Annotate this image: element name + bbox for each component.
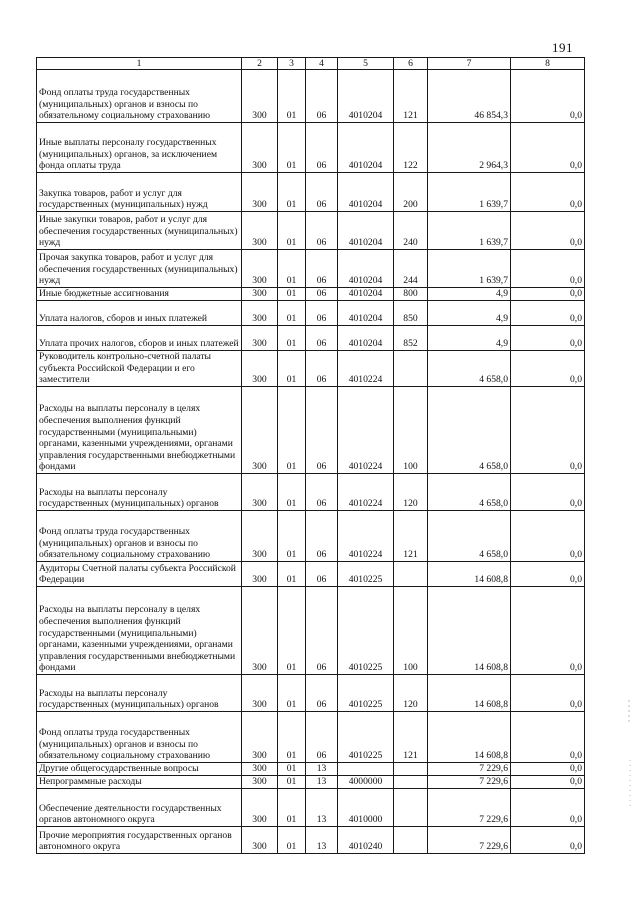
header-col-5: 5 bbox=[338, 58, 394, 70]
col-5-value: 4010224 bbox=[338, 474, 394, 511]
col-4-value: 06 bbox=[306, 474, 338, 511]
table-row bbox=[37, 301, 585, 326]
row-name: Уплата налогов, сборов и иных платежей bbox=[37, 301, 242, 326]
table-row bbox=[37, 173, 585, 212]
col-5-value bbox=[338, 763, 394, 776]
col-8-value: 0,0 bbox=[511, 351, 585, 387]
col-5-value: 4010204 bbox=[338, 288, 394, 301]
row-name: Расходы на выплаты персоналу государственных (муниципальных) органов bbox=[37, 474, 242, 511]
col-7-value: 7 229,6 bbox=[428, 776, 511, 789]
col-5-value: 4010204 bbox=[338, 123, 394, 173]
col-6-value: 800 bbox=[394, 288, 428, 301]
col-6-value bbox=[394, 776, 428, 789]
col-4-value: 06 bbox=[306, 562, 338, 587]
col-3-value: 01 bbox=[278, 288, 306, 301]
col-4-value: 06 bbox=[306, 587, 338, 675]
row-name: Фонд оплаты труда государственных (муниципальных) органов и взносы по обязательному социальному страхованию bbox=[37, 511, 242, 562]
col-2-value: 300 bbox=[242, 675, 278, 712]
col-7-value: 7 229,6 bbox=[428, 827, 511, 854]
table-row bbox=[37, 212, 585, 250]
row-name: Аудиторы Счетной палаты субъекта Российской Федерации bbox=[37, 562, 242, 587]
table-body bbox=[37, 70, 585, 854]
row-name: Уплата прочих налогов, сборов и иных платежей bbox=[37, 326, 242, 351]
col-4-value: 06 bbox=[306, 511, 338, 562]
col-8-value: 0,0 bbox=[511, 789, 585, 827]
col-7-value: 7 229,6 bbox=[428, 763, 511, 776]
table-row bbox=[37, 351, 585, 387]
col-3-value: 01 bbox=[278, 387, 306, 474]
col-2-value: 300 bbox=[242, 587, 278, 675]
header-row bbox=[37, 58, 585, 70]
col-3-value: 01 bbox=[278, 712, 306, 763]
table-row bbox=[37, 70, 585, 123]
col-8-value: 0,0 bbox=[511, 763, 585, 776]
row-name: Иные закупки товаров, работ и услуг для обеспечения государственных (муниципальных) нужд bbox=[37, 212, 242, 250]
col-4-value: 06 bbox=[306, 212, 338, 250]
table-row bbox=[37, 776, 585, 789]
page-number: 191 bbox=[552, 40, 573, 55]
col-4-value: 13 bbox=[306, 789, 338, 827]
header-col-7: 7 bbox=[428, 58, 511, 70]
col-3-value: 01 bbox=[278, 173, 306, 212]
col-3-value: 01 bbox=[278, 763, 306, 776]
col-7-value: 4,9 bbox=[428, 301, 511, 326]
row-name: Расходы на выплаты персоналу в целях обеспечения выполнения функций государственными (муниципальными) органами, казенными учреждениями, органами управления государственными внебюджетными фондами bbox=[37, 387, 242, 474]
col-2-value: 300 bbox=[242, 712, 278, 763]
header-col-4: 4 bbox=[306, 58, 338, 70]
col-6-value: 120 bbox=[394, 675, 428, 712]
row-name: Прочая закупка товаров, работ и услуг для обеспечения государственных (муниципальных) нужд bbox=[37, 250, 242, 288]
col-8-value: 0,0 bbox=[511, 474, 585, 511]
col-3-value: 01 bbox=[278, 212, 306, 250]
col-8-value: 0,0 bbox=[511, 173, 585, 212]
col-7-value: 4 658,0 bbox=[428, 474, 511, 511]
col-7-value: 4 658,0 bbox=[428, 387, 511, 474]
col-3-value: 01 bbox=[278, 250, 306, 288]
col-2-value: 300 bbox=[242, 326, 278, 351]
col-8-value: 0,0 bbox=[511, 301, 585, 326]
col-8-value: 0,0 bbox=[511, 212, 585, 250]
col-7-value: 14 608,8 bbox=[428, 562, 511, 587]
col-2-value: 300 bbox=[242, 511, 278, 562]
col-5-value: 4010225 bbox=[338, 712, 394, 763]
col-6-value bbox=[394, 763, 428, 776]
col-3-value: 01 bbox=[278, 301, 306, 326]
col-7-value: 1 639,7 bbox=[428, 173, 511, 212]
col-2-value: 300 bbox=[242, 562, 278, 587]
col-4-value: 06 bbox=[306, 123, 338, 173]
col-8-value: 0,0 bbox=[511, 70, 585, 123]
col-7-value: 14 608,8 bbox=[428, 675, 511, 712]
col-3-value: 01 bbox=[278, 587, 306, 675]
table-row bbox=[37, 474, 585, 511]
table-row bbox=[37, 250, 585, 288]
col-2-value: 300 bbox=[242, 288, 278, 301]
col-4-value: 06 bbox=[306, 301, 338, 326]
table-row bbox=[37, 562, 585, 587]
col-4-value: 06 bbox=[306, 288, 338, 301]
col-3-value: 01 bbox=[278, 827, 306, 854]
col-5-value: 4010224 bbox=[338, 387, 394, 474]
col-3-value: 01 bbox=[278, 326, 306, 351]
col-7-value: 2 964,3 bbox=[428, 123, 511, 173]
col-4-value: 06 bbox=[306, 351, 338, 387]
table-row bbox=[37, 827, 585, 854]
table-header bbox=[37, 58, 585, 70]
col-5-value: 4010204 bbox=[338, 250, 394, 288]
col-3-value: 01 bbox=[278, 351, 306, 387]
col-6-value: 100 bbox=[394, 387, 428, 474]
col-4-value: 06 bbox=[306, 675, 338, 712]
col-5-value: 4010225 bbox=[338, 675, 394, 712]
table-row bbox=[37, 123, 585, 173]
col-2-value: 300 bbox=[242, 301, 278, 326]
table-row bbox=[37, 587, 585, 675]
header-col-2: 2 bbox=[242, 58, 278, 70]
col-8-value: 0,0 bbox=[511, 326, 585, 351]
row-name: Расходы на выплаты персоналу государственных (муниципальных) органов bbox=[37, 675, 242, 712]
col-6-value: 200 bbox=[394, 173, 428, 212]
col-5-value: 4010225 bbox=[338, 587, 394, 675]
col-5-value: 4010000 bbox=[338, 789, 394, 827]
col-4-value: 06 bbox=[306, 173, 338, 212]
col-7-value: 4,9 bbox=[428, 288, 511, 301]
col-8-value: 0,0 bbox=[511, 827, 585, 854]
col-7-value: 1 639,7 bbox=[428, 212, 511, 250]
row-name: Фонд оплаты труда государственных (муниципальных) органов и взносы по обязательному социальному страхованию bbox=[37, 712, 242, 763]
col-2-value: 300 bbox=[242, 173, 278, 212]
col-5-value: 4010240 bbox=[338, 827, 394, 854]
header-col-6: 6 bbox=[394, 58, 428, 70]
col-7-value: 4,9 bbox=[428, 326, 511, 351]
col-7-value: 4 658,0 bbox=[428, 511, 511, 562]
col-5-value: 4010225 bbox=[338, 562, 394, 587]
col-4-value: 13 bbox=[306, 776, 338, 789]
col-7-value: 4 658,0 bbox=[428, 351, 511, 387]
row-name: Расходы на выплаты персоналу в целях обеспечения выполнения функций государственными (муниципальными) органами, казенными учреждениями, органами управления государственными внебюджетными фондами bbox=[37, 587, 242, 675]
col-6-value: 852 bbox=[394, 326, 428, 351]
col-8-value: 0,0 bbox=[511, 712, 585, 763]
header-col-1: 1 bbox=[37, 58, 242, 70]
col-7-value: 14 608,8 bbox=[428, 587, 511, 675]
header-col-3: 3 bbox=[278, 58, 306, 70]
col-4-value: 06 bbox=[306, 250, 338, 288]
col-8-value: 0,0 bbox=[511, 587, 585, 675]
col-6-value bbox=[394, 562, 428, 587]
col-5-value: 4010204 bbox=[338, 301, 394, 326]
row-name: Закупка товаров, работ и услуг для государственных (муниципальных) нужд bbox=[37, 173, 242, 212]
col-7-value: 1 639,7 bbox=[428, 250, 511, 288]
col-8-value: 0,0 bbox=[511, 288, 585, 301]
row-name: Руководитель контрольно-счетной палаты субъекта Российской Федерации и его заместители bbox=[37, 351, 242, 387]
row-name: Обеспечение деятельности государственных органов автономного округа bbox=[37, 789, 242, 827]
row-name: Другие общегосударственные вопросы bbox=[37, 763, 242, 776]
col-6-value: 122 bbox=[394, 123, 428, 173]
col-3-value: 01 bbox=[278, 776, 306, 789]
col-8-value: 0,0 bbox=[511, 562, 585, 587]
col-8-value: 0,0 bbox=[511, 123, 585, 173]
col-2-value: 300 bbox=[242, 763, 278, 776]
col-7-value: 7 229,6 bbox=[428, 789, 511, 827]
col-5-value: 4010224 bbox=[338, 351, 394, 387]
table-row bbox=[37, 511, 585, 562]
col-5-value: 4000000 bbox=[338, 776, 394, 789]
col-6-value bbox=[394, 827, 428, 854]
col-8-value: 0,0 bbox=[511, 776, 585, 789]
row-name: Иные выплаты персоналу государственных (муниципальных) органов, за исключением фонда оплаты труда bbox=[37, 123, 242, 173]
col-2-value: 300 bbox=[242, 776, 278, 789]
col-4-value: 06 bbox=[306, 387, 338, 474]
col-5-value: 4010224 bbox=[338, 511, 394, 562]
col-2-value: 300 bbox=[242, 250, 278, 288]
col-6-value: 121 bbox=[394, 511, 428, 562]
col-8-value: 0,0 bbox=[511, 675, 585, 712]
table-row bbox=[37, 387, 585, 474]
table-row bbox=[37, 763, 585, 776]
col-5-value: 4010204 bbox=[338, 173, 394, 212]
table-row bbox=[37, 288, 585, 301]
col-6-value: 120 bbox=[394, 474, 428, 511]
col-6-value: 240 bbox=[394, 212, 428, 250]
col-3-value: 01 bbox=[278, 789, 306, 827]
row-name: Прочие мероприятия государственных органов автономного округа bbox=[37, 827, 242, 854]
col-6-value: 121 bbox=[394, 70, 428, 123]
table-row bbox=[37, 675, 585, 712]
row-name: Иные бюджетные ассигнования bbox=[37, 288, 242, 301]
budget-table bbox=[36, 57, 585, 854]
col-6-value bbox=[394, 351, 428, 387]
col-4-value: 06 bbox=[306, 70, 338, 123]
col-2-value: 300 bbox=[242, 351, 278, 387]
col-2-value: 300 bbox=[242, 789, 278, 827]
col-3-value: 01 bbox=[278, 474, 306, 511]
col-4-value: 06 bbox=[306, 712, 338, 763]
row-name: Фонд оплаты труда государственных (муниципальных) органов и взносы по обязательному социальному страхованию bbox=[37, 70, 242, 123]
col-4-value: 13 bbox=[306, 763, 338, 776]
scan-edge-mark bbox=[626, 700, 634, 820]
col-6-value: 100 bbox=[394, 587, 428, 675]
col-2-value: 300 bbox=[242, 827, 278, 854]
table-row bbox=[37, 712, 585, 763]
col-2-value: 300 bbox=[242, 474, 278, 511]
col-6-value: 244 bbox=[394, 250, 428, 288]
col-5-value: 4010204 bbox=[338, 326, 394, 351]
col-3-value: 01 bbox=[278, 675, 306, 712]
col-3-value: 01 bbox=[278, 123, 306, 173]
col-6-value: 850 bbox=[394, 301, 428, 326]
row-name: Непрограммные расходы bbox=[37, 776, 242, 789]
col-7-value: 14 608,8 bbox=[428, 712, 511, 763]
col-6-value bbox=[394, 789, 428, 827]
table-row bbox=[37, 326, 585, 351]
header-col-8: 8 bbox=[511, 58, 585, 70]
col-5-value: 4010204 bbox=[338, 70, 394, 123]
col-2-value: 300 bbox=[242, 70, 278, 123]
table-row bbox=[37, 789, 585, 827]
col-8-value: 0,0 bbox=[511, 250, 585, 288]
col-6-value: 121 bbox=[394, 712, 428, 763]
col-7-value: 46 854,3 bbox=[428, 70, 511, 123]
col-5-value: 4010204 bbox=[338, 212, 394, 250]
col-8-value: 0,0 bbox=[511, 511, 585, 562]
col-2-value: 300 bbox=[242, 212, 278, 250]
col-3-value: 01 bbox=[278, 70, 306, 123]
col-4-value: 13 bbox=[306, 827, 338, 854]
col-3-value: 01 bbox=[278, 511, 306, 562]
col-2-value: 300 bbox=[242, 387, 278, 474]
col-4-value: 06 bbox=[306, 326, 338, 351]
col-3-value: 01 bbox=[278, 562, 306, 587]
col-8-value: 0,0 bbox=[511, 387, 585, 474]
col-2-value: 300 bbox=[242, 123, 278, 173]
